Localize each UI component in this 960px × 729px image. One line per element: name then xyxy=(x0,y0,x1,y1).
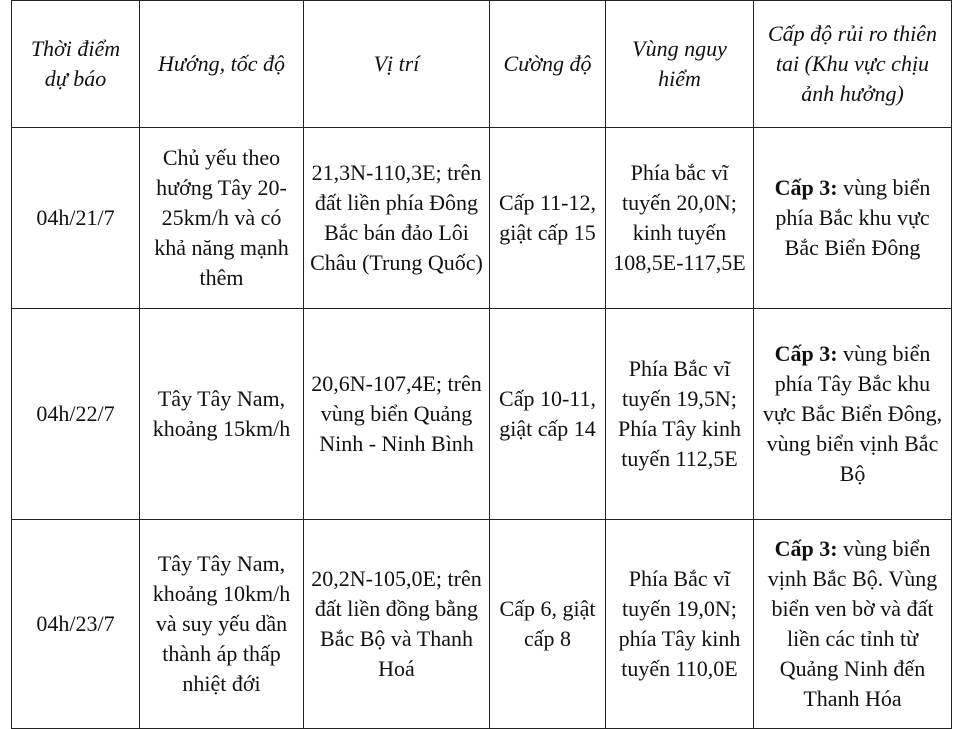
risk-area-text: vùng biển vịnh Bắc Bộ. Vùng biển ven bờ và đất liền các tỉnh từ Quảng Ninh đến Thanh Hóa xyxy=(767,536,938,711)
cell-direction: Chủ yếu theo hướng Tây 20-25km/h và có khả năng mạnh thêm xyxy=(140,128,304,309)
table-header-row xyxy=(12,1,952,128)
risk-level-label: Cấp 3: xyxy=(774,341,838,366)
forecast-table-container xyxy=(11,0,951,729)
risk-level-label: Cấp 3: xyxy=(774,175,838,200)
header-direction-speed: Hướng, tốc độ xyxy=(140,1,304,128)
cell-risk xyxy=(754,128,952,309)
risk-area-text: vùng biển phía Bắc khu vực Bắc Biển Đông xyxy=(775,175,931,260)
risk-area-text: vùng biển phía Tây Bắc khu vực Bắc Biển Đông, vùng biển vịnh Bắc Bộ xyxy=(762,341,943,486)
cell-danger-zone: Phía Bắc vĩ tuyến 19,0N; phía Tây kinh tuyến 110,0E xyxy=(606,520,754,729)
cell-position: 20,6N-107,4E; trên vùng biển Quảng Ninh - Ninh Bình xyxy=(304,309,490,520)
header-forecast-time: Thời điểm dự báo xyxy=(12,1,140,128)
cell-direction: Tây Tây Nam, khoảng 10km/h và suy yếu dần thành áp thấp nhiệt đới xyxy=(140,520,304,729)
cell-intensity: Cấp 11-12, giật cấp 15 xyxy=(490,128,606,309)
cell-intensity: Cấp 6, giật cấp 8 xyxy=(490,520,606,729)
cell-danger-zone: Phía Bắc vĩ tuyến 19,5N; Phía Tây kinh tuyến 112,5E xyxy=(606,309,754,520)
cell-position: 21,3N-110,3E; trên đất liền phía Đông Bắc bán đảo Lôi Châu (Trung Quốc) xyxy=(304,128,490,309)
table-row xyxy=(12,128,952,309)
cell-time: 04h/22/7 xyxy=(12,309,140,520)
header-danger-zone: Vùng nguy hiểm xyxy=(606,1,754,128)
cell-time: 04h/23/7 xyxy=(12,520,140,729)
table-row xyxy=(12,520,952,729)
risk-level-label: Cấp 3: xyxy=(774,536,838,561)
cell-position: 20,2N-105,0E; trên đất liền đồng bằng Bắc Bộ và Thanh Hoá xyxy=(304,520,490,729)
storm-forecast-table xyxy=(11,0,952,729)
cell-direction: Tây Tây Nam, khoảng 15km/h xyxy=(140,309,304,520)
cell-danger-zone: Phía bắc vĩ tuyến 20,0N; kinh tuyến 108,5E-117,5E xyxy=(606,128,754,309)
cell-intensity: Cấp 10-11, giật cấp 14 xyxy=(490,309,606,520)
cell-risk xyxy=(754,520,952,729)
header-position: Vị trí xyxy=(304,1,490,128)
table-row xyxy=(12,309,952,520)
header-intensity: Cường độ xyxy=(490,1,606,128)
cell-risk xyxy=(754,309,952,520)
header-risk-level: Cấp độ rủi ro thiên tai (Khu vực chịu ảnh hưởng) xyxy=(754,1,952,128)
cell-time: 04h/21/7 xyxy=(12,128,140,309)
